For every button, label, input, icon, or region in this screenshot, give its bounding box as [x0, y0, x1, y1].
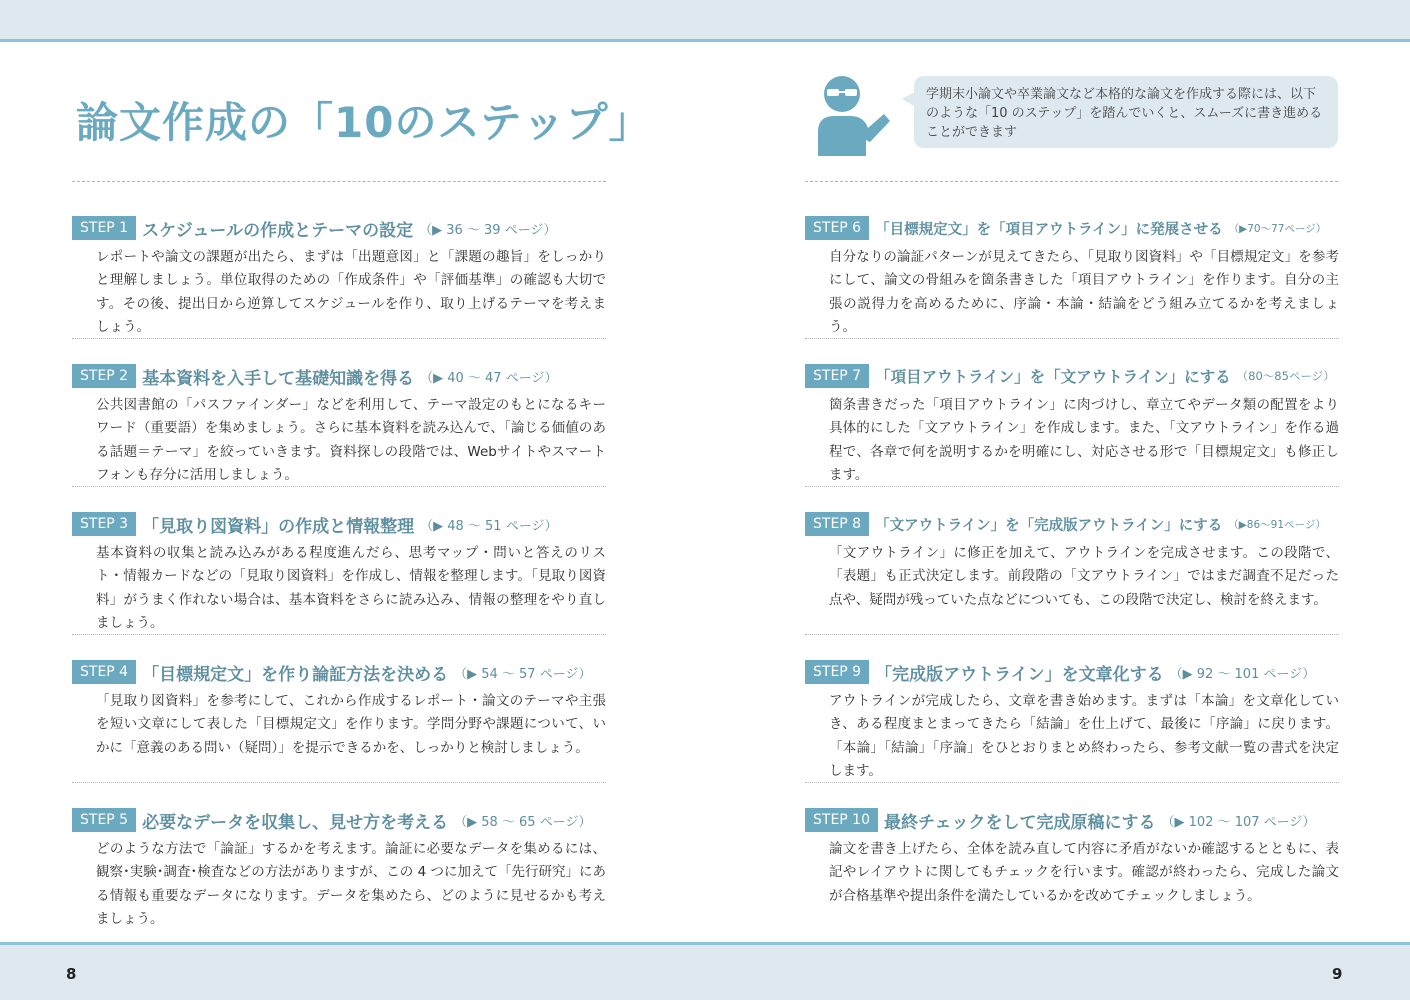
step-8	[805, 486, 1339, 626]
step-divider	[805, 634, 1339, 635]
step-title: スケジュールの作成とテーマの設定	[142, 220, 414, 241]
step-page-ref: （▶ 48 ～ 51 ページ）	[420, 518, 558, 534]
step-body: 箇条書きだった「項目アウトライン」に肉づけし、章立てやデータ類の配置をより具体的にした「文アウトライン」を作成します。また、「文アウトライン」を作る過程で、各章で何を説明するかを明確にし、対応させる形で「目標規定文」も修正します。	[829, 397, 1339, 483]
step-title: 「完成版アウトライン」を文章化する	[875, 664, 1164, 685]
step-badge: STEP 6	[805, 216, 869, 240]
step-2	[72, 338, 606, 483]
step-badge: STEP 1	[72, 216, 136, 240]
step-page-ref: （▶ 40 ～ 47 ページ）	[420, 370, 558, 386]
step-body: 論文を書き上げたら、全体を読み直して内容に矛盾がないか確認するとともに、表記やレイアウトに関してもチェックを行います。確認が終わったら、完成した論文が合格基準や提出条件を満たしているかを改めてチェックしましょう。	[829, 841, 1339, 904]
step-badge: STEP 2	[72, 364, 136, 388]
step-badge: STEP 10	[805, 808, 878, 832]
step-title: 必要なデータを収集し、見せ方を考える	[142, 812, 449, 833]
step-page-ref: （▶ 92 ～ 101 ページ）	[1169, 666, 1316, 682]
step-header	[72, 808, 591, 832]
step-header	[805, 512, 1326, 536]
step-header	[72, 216, 556, 240]
step-9	[805, 634, 1339, 779]
step-title: 「項目アウトライン」を「文アウトライン」にする	[875, 368, 1231, 386]
step-page-ref: （80～85ページ）	[1236, 369, 1335, 383]
step-divider	[72, 338, 606, 339]
step-7	[805, 338, 1339, 483]
step-5	[72, 782, 606, 927]
step-page-ref: （▶70～77ページ）	[1228, 222, 1327, 235]
page-title: 論文作成の「10のステップ」	[76, 98, 652, 147]
step-body: 自分なりの論証パターンが見えてきたら、「見取り図資料」や「目標規定文」を参考にして、論文の骨組みを箇条書きした「項目アウトライン」を作ります。自分の主張の説得力を高めるために、序論・本論・結論をどう組み立てるかを考えましょう。	[829, 249, 1339, 335]
step-title: 「目標規定文」を「項目アウトライン」に発展させる	[875, 221, 1223, 238]
step-1	[72, 190, 606, 335]
step-body: 「見取り図資料」を参考にして、これから作成するレポート・論文のテーマや主張を短い文章にして表した「目標規定文」を作ります。学問分野や課題について、いかに「意義のある問い（疑問）」を提示できるかを、しっかりと検討しましょう。	[96, 693, 606, 756]
step-divider	[805, 338, 1339, 339]
column-divider-right	[805, 181, 1338, 182]
step-header	[805, 808, 1315, 832]
step-page-ref: （▶86～91ページ）	[1228, 518, 1326, 531]
step-body: 「文アウトライン」に修正を加えて、アウトラインを完成させます。この段階で、「表題」も正式決定します。前段階の「文アウトライン」ではまだ調査不足だった点や、疑問が残っていた点などについても、この段階で決定し、検討を終えます。	[829, 545, 1339, 608]
step-4	[72, 634, 606, 774]
step-badge: STEP 3	[72, 512, 136, 536]
step-header	[72, 512, 557, 536]
step-page-ref: （▶ 54 ～ 57 ページ）	[454, 666, 592, 682]
step-divider	[72, 634, 606, 635]
step-title: 基本資料を入手して基礎知識を得る	[142, 368, 415, 389]
step-header	[805, 216, 1326, 240]
step-header	[72, 660, 591, 684]
step-page-ref: （▶ 102 ～ 107 ページ）	[1161, 814, 1316, 830]
step-divider	[72, 486, 606, 487]
step-badge: STEP 9	[805, 660, 869, 684]
step-title: 最終チェックをして完成原稿にする	[884, 812, 1156, 833]
step-10	[805, 782, 1339, 922]
step-badge: STEP 7	[805, 364, 869, 388]
step-header	[72, 364, 557, 388]
column-divider-left	[72, 181, 606, 182]
intro-speech-bubble: 学期末小論文や卒業論文など本格的な論文を作成する際には、以下のような「10 のステップ」を踏んでいくと、スムーズに書き進めることができます	[914, 76, 1338, 148]
step-badge: STEP 4	[72, 660, 136, 684]
step-body: 基本資料の収集と読み込みがある程度進んだら、思考マップ・問いと答えのリスト・情報カードなどの「見取り図資料」を作成し、情報を整理します。「見取り図資料」がうまく作れない場合は、基本資料をさらに読み込み、情報の整理をやり直しましょう。	[96, 545, 606, 631]
step-body: レポートや論文の課題が出たら、まずは「出題意図」と「課題の趣旨」をしっかりと理解しましょう。単位取得のための「作成条件」や「評価基準」の確認も大切です。その後、提出日から逆算してスケジュールを作り、取り上げるテーマを考えましょう。	[96, 249, 606, 335]
step-page-ref: （▶ 58 ～ 65 ページ）	[454, 814, 592, 830]
step-3	[72, 486, 606, 631]
step-title: 「見取り図資料」の作成と情報整理	[142, 516, 415, 537]
step-title: 「文アウトライン」を「完成版アウトライン」にする	[875, 517, 1223, 534]
bottom-band	[0, 942, 1410, 1000]
step-body: アウトラインが完成したら、文章を書き始めます。まずは「本論」を文章化していき、ある程度まとまってきたら「結論」を仕上げて、最後に「序論」に戻ります。「本論」「結論」「序論」をひとおりまとめ終わったら、参考文献一覧の書式を決定します。	[829, 693, 1339, 779]
page-number-left: 8	[66, 965, 77, 983]
step-page-ref: （▶ 36 ～ 39 ページ）	[419, 222, 557, 238]
step-body: 公共図書館の「パスファインダー」などを利用して、テーマ設定のもとになるキーワード（重要語）を集めましょう。さらに基本資料を読み込んで、「論じる価値のある話題＝テーマ」を絞っていきます。資料探しの段階では、Webサイトやスマートフォンも存分に活用しましょう。	[96, 397, 606, 483]
step-header	[805, 364, 1335, 388]
person-with-glasses-icon	[812, 74, 892, 156]
step-body: どのような方法で「論証」するかを考えます。論証に必要なデータを集めるには、観察･実験･調査･検査などの方法がありますが、この 4 つに加えて「先行研究」にある情報も重要なデータになります。データを集めたら、どのように見せるかも考えましょう。	[96, 841, 606, 927]
step-title: 「目標規定文」を作り論証方法を決める	[142, 664, 449, 685]
page-number-right: 9	[1332, 965, 1343, 983]
top-band	[0, 0, 1410, 42]
step-divider	[805, 486, 1339, 487]
step-badge: STEP 8	[805, 512, 869, 536]
step-badge: STEP 5	[72, 808, 136, 832]
step-6	[805, 190, 1339, 335]
step-header	[805, 660, 1315, 684]
step-divider	[805, 782, 1339, 783]
step-divider	[72, 782, 606, 783]
